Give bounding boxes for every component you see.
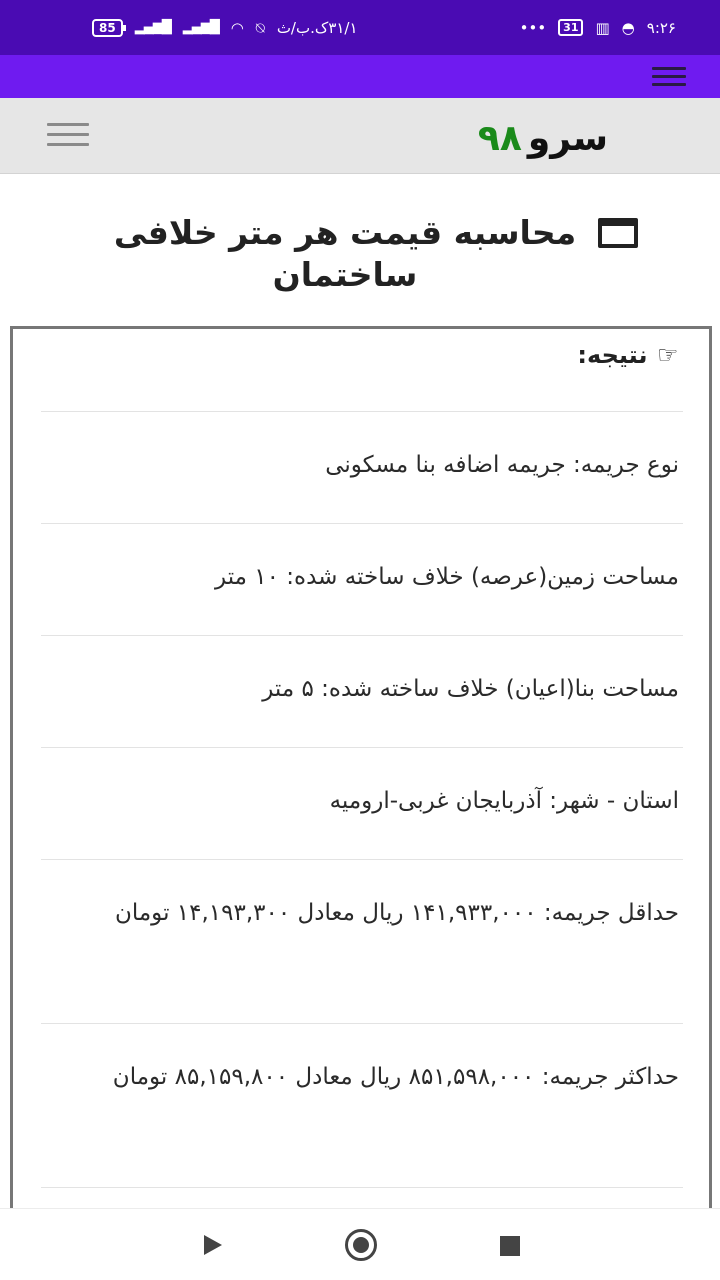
trash-icon: ▥ — [595, 18, 610, 37]
hand-pointing-icon: ☜ — [657, 341, 679, 369]
menu-icon[interactable] — [47, 123, 89, 153]
divider — [41, 859, 683, 860]
status-left — [92, 19, 358, 37]
home-icon[interactable] — [345, 1229, 377, 1261]
calendar-icon: 31 — [558, 19, 583, 36]
result-heading-label: نتیجه: — [577, 341, 648, 369]
wifi-icon: ◠ — [230, 18, 244, 37]
result-heading — [577, 341, 679, 369]
divider — [41, 1023, 683, 1024]
signal-icon: ▂▄▆█ — [134, 20, 171, 35]
result-row-province-city: استان - شهر: آذربایجان غربی-ارومیه — [329, 788, 679, 814]
site-header — [0, 98, 720, 174]
recent-apps-icon[interactable] — [500, 1236, 520, 1256]
result-row-max-fine: حداکثر جریمه: ۸۵۱,۵۹۸,۰۰۰ ریال معادل ۸۵,۱۵۹,۸۰۰ تومان — [112, 1064, 679, 1090]
mute-bell-icon: ⍉ — [255, 18, 265, 37]
status-time: ۹:۲۶ — [646, 18, 676, 37]
signal-2-icon: ▂▄▆█ — [182, 20, 219, 35]
logo-number: ۹۸ — [477, 118, 522, 159]
status-right — [520, 19, 676, 37]
divider — [41, 635, 683, 636]
divider — [41, 523, 683, 524]
basket-icon: ◓ — [621, 18, 635, 37]
more-icon: ••• — [519, 18, 547, 37]
system-nav-bar — [0, 1208, 720, 1280]
divider — [41, 411, 683, 412]
divider — [41, 747, 683, 748]
status-bar — [0, 0, 720, 55]
back-icon[interactable] — [204, 1235, 222, 1255]
result-row-building-area: مساحت بنا(اعیان) خلاف ساخته شده: ۵ متر — [262, 676, 679, 702]
logo-word: سرو — [527, 118, 608, 159]
top-menu-icon[interactable] — [652, 67, 686, 91]
result-row-min-fine: حداقل جریمه: ۱۴۱,۹۳۳,۰۰۰ ریال معادل ۱۴,۱۹۳,۳۰۰ تومان — [114, 900, 679, 926]
page-title: محاسبه قیمت هر متر خلافی ساختمان — [113, 213, 577, 294]
divider — [41, 1187, 683, 1188]
app-bar — [0, 55, 720, 98]
result-row-land-area: مساحت زمین(عرصه) خلاف ساخته شده: ۱۰ متر — [215, 564, 679, 590]
battery-icon: 85 — [92, 19, 123, 37]
result-box — [10, 326, 712, 1226]
result-row-violation-type: نوع جریمه: جریمه اضافه بنا مسکونی — [325, 452, 679, 478]
site-logo[interactable] — [478, 118, 608, 159]
network-speed: ۳۱/۱ک.ب/ث — [276, 18, 358, 37]
